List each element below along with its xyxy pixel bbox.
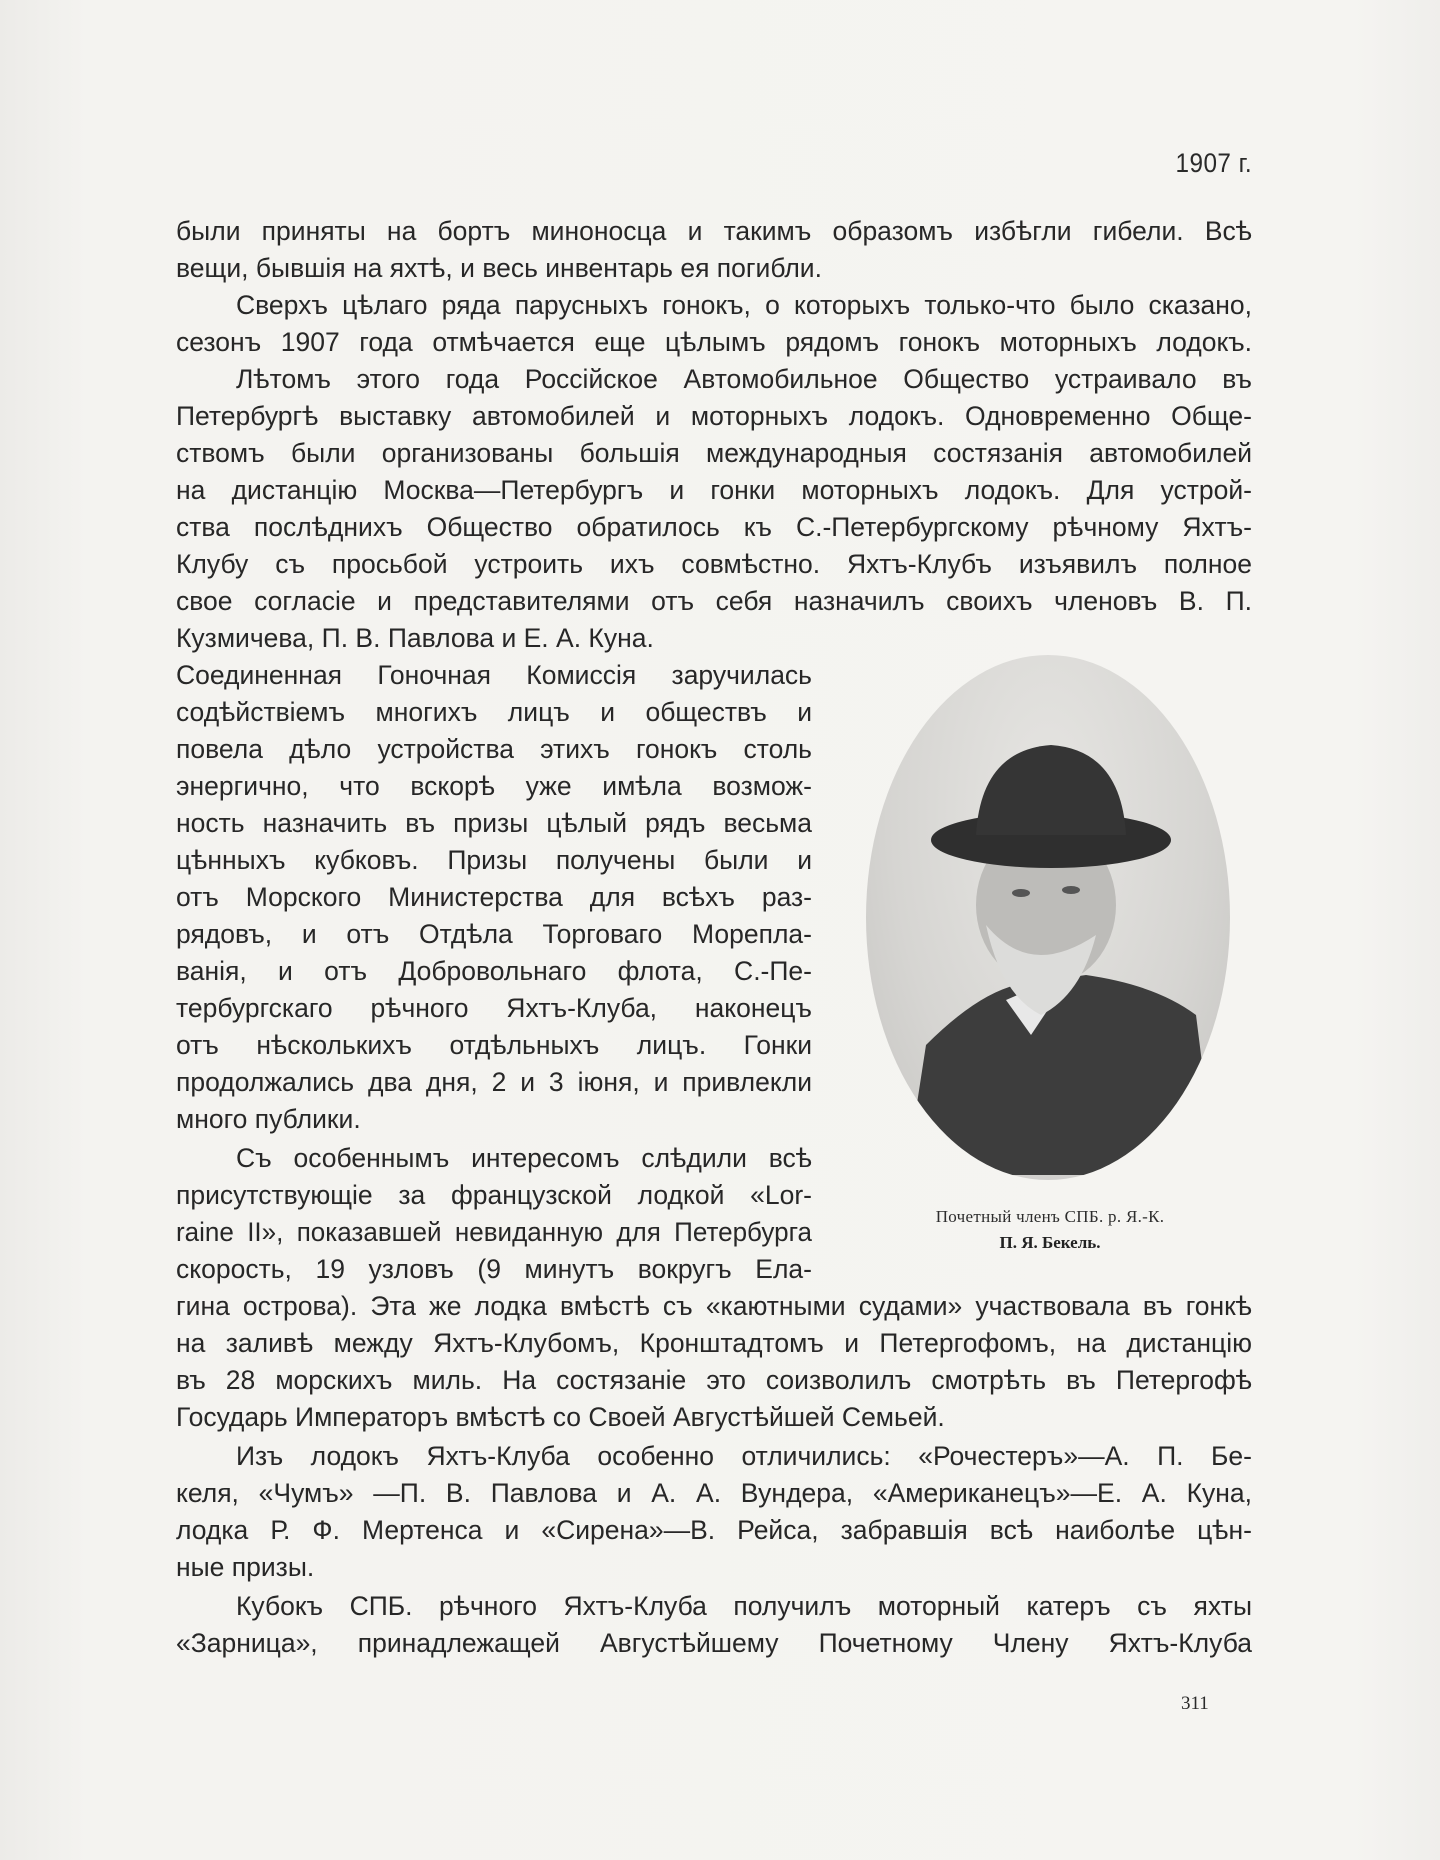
text-line: Сверхъ цѣлаго ряда парусныхъ гонокъ, о которыхъ только-что было сказано, — [236, 290, 1252, 320]
text-line: гина острова). Эта же лодка вмѣстѣ съ «каютными судами» участвовала въ гонкѣ — [176, 1291, 1252, 1321]
text-line: тербургскаго рѣчного Яхтъ-Клуба, наконецъ — [176, 993, 812, 1023]
text-line: Изъ лодокъ Яхтъ-Клуба особенно отличились: «Рочестеръ»—А. П. Бе- — [236, 1441, 1252, 1471]
text-line: отъ Морского Министерства для всѣхъ раз- — [176, 882, 812, 912]
text-line: Соединенная Гоночная Комиссія заручилась — [176, 660, 812, 690]
text-line: Петербургѣ выставку автомобилей и моторныхъ лодокъ. Одновременно Обще- — [176, 401, 1252, 431]
text-line: были приняты на бортъ миноносца и такимъ образомъ избѣгли гибели. Всѣ — [176, 216, 1252, 246]
text-line: много публики. — [176, 1104, 361, 1134]
text-line: повела дѣло устройства этихъ гонокъ столь — [176, 734, 812, 764]
text-line: вещи, бывшія на яхтѣ, и весь инвентарь ея погибли. — [176, 253, 822, 283]
text-line: свое согласіе и представителями отъ себя назначилъ своихъ членовъ В. П. — [176, 586, 1252, 616]
text-line: Государь Императоръ вмѣстѣ со Своей Августѣйшей Семьей. — [176, 1402, 945, 1432]
text-line: отъ нѣсколькихъ отдѣльныхъ лицъ. Гонки — [176, 1030, 812, 1060]
text-line: raine II», показавшей невиданную для Петербурга — [176, 1217, 812, 1247]
text-line: Лѣтомъ этого года Россійское Автомобильное Общество устраивало въ — [236, 364, 1252, 394]
text-line: сезонъ 1907 года отмѣчается еще цѣлымъ рядомъ гонокъ моторныхъ лодокъ. — [176, 327, 1252, 357]
running-head-year: 1907 г. — [1175, 148, 1252, 178]
text-line: Кубокъ СПБ. рѣчного Яхтъ-Клуба получилъ моторный катеръ съ яхты — [236, 1591, 1252, 1621]
portrait-photo — [866, 655, 1230, 1180]
text-line: скорость, 19 узловъ (9 минутъ вокругъ Ела- — [176, 1254, 812, 1284]
text-line: Клубу съ просьбой устроить ихъ совмѣстно. Яхтъ-Клубъ изъявилъ полное — [176, 549, 1252, 579]
portrait-man-icon — [866, 655, 1230, 1180]
text-line: лодка Р. Ф. Мертенса и «Сирена»—В. Рейса, забравшія всѣ наиболѣе цѣн- — [176, 1515, 1252, 1545]
text-line: Съ особеннымъ интересомъ слѣдили всѣ — [236, 1143, 812, 1173]
page-number: 311 — [1181, 1693, 1209, 1714]
text-line: Кузмичева, П. В. Павлова и Е. А. Куна. — [176, 623, 654, 653]
figure-caption-name: П. Я. Бекель. — [999, 1233, 1101, 1252]
text-line: на заливѣ между Яхтъ-Клубомъ, Кронштадтомъ и Петергофомъ, на дистанцію — [176, 1328, 1252, 1358]
text-line: ванія, и отъ Добровольнаго флота, С.-Пе- — [176, 956, 812, 986]
text-line: въ 28 морскихъ миль. На состязаніе это соизволилъ смотрѣть въ Петергофѣ — [176, 1365, 1252, 1395]
text-line: ства послѣднихъ Общество обратилось къ С.-Петербургскому рѣчному Яхтъ- — [176, 512, 1252, 542]
text-line: продолжались два дня, 2 и 3 іюня, и привлекли — [176, 1067, 812, 1097]
text-line: ные призы. — [176, 1552, 315, 1582]
text-line: энергично, что вскорѣ уже имѣла возмож- — [176, 771, 812, 801]
text-line: ность назначить въ призы цѣлый рядъ весьма — [176, 808, 812, 838]
text-line: «Зарница», принадлежащей Августѣйшему Почетному Члену Яхтъ-Клуба — [176, 1628, 1252, 1658]
figure-caption-title: Почетный членъ СПБ. р. Я.-К. — [935, 1207, 1165, 1226]
text-line: цѣнныхъ кубковъ. Призы получены были и — [176, 845, 812, 875]
text-line: келя, «Чумъ» —П. В. Павлова и А. А. Вундера, «Американецъ»—Е. А. Куна, — [176, 1478, 1252, 1508]
text-line: содѣйствіемъ многихъ лицъ и обществъ и — [176, 697, 812, 727]
text-line: на дистанцію Москва—Петербургъ и гонки моторныхъ лодокъ. Для устрой- — [176, 475, 1252, 505]
text-line: рядовъ, и отъ Отдѣла Торговаго Морепла- — [176, 919, 812, 949]
text-line: ствомъ были организованы большія международныя состязанія автомобилей — [176, 438, 1252, 468]
text-line: присутствующіе за французской лодкой «Lor- — [176, 1180, 812, 1210]
